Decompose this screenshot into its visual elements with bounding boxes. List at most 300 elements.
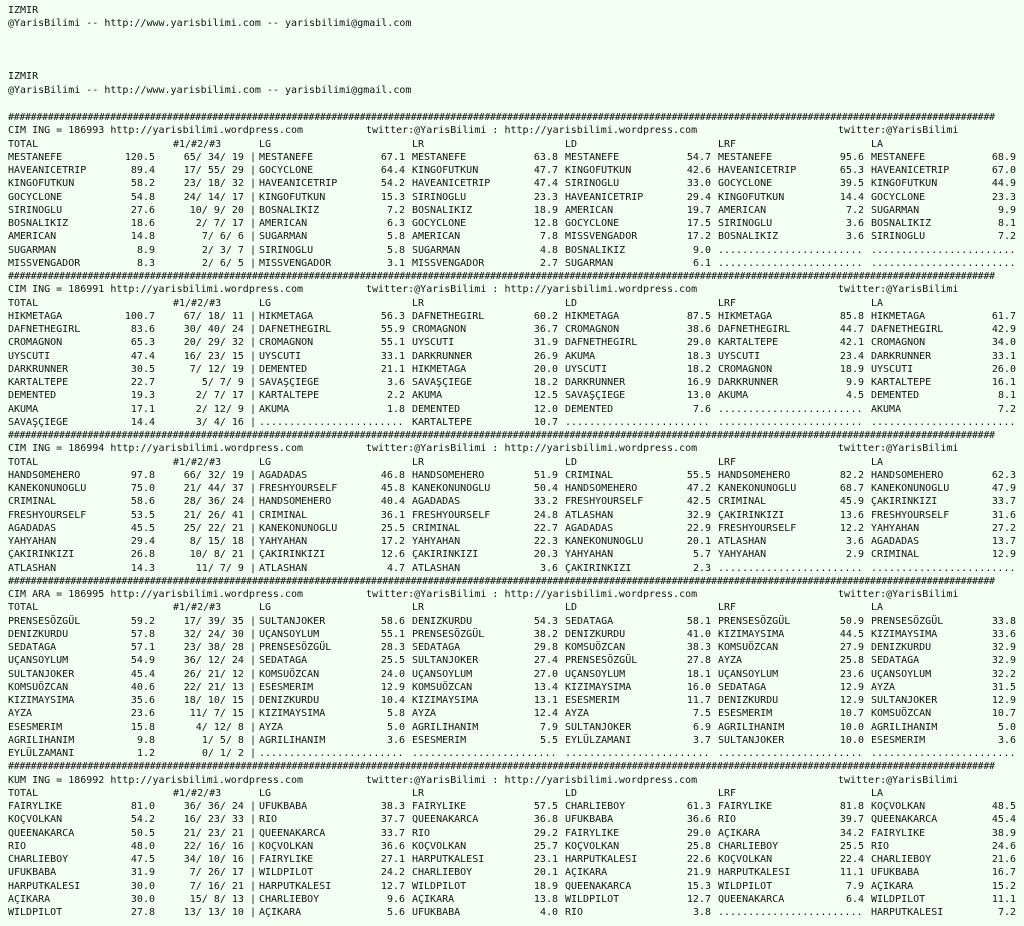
race-twitter: twitter:@YarisBilimi: [838, 284, 959, 296]
lg-horse: AMERICAN: [259, 218, 308, 229]
horse-name: HANDSOMEHERO: [8, 469, 81, 481]
horse-name: WILDPILOT: [8, 907, 63, 918]
lrf-score: 10.0: [839, 721, 864, 733]
lr-score: 54.3: [533, 615, 558, 627]
table-row: [0, 721, 1024, 734]
col-lr: LR: [412, 787, 425, 799]
rank-counts: 17/ 55/ 29 |: [183, 165, 256, 176]
lg-score: 24.2: [380, 867, 405, 879]
lg-horse: CRIMINAL: [259, 509, 308, 521]
la-horse: SIRINOGLU: [871, 231, 926, 243]
lrf-score: 85.8: [839, 310, 864, 322]
lr-horse: MISSVENGADOR: [412, 257, 485, 269]
race-twitter-link: twitter:@YarisBilimi : http://yarisbilimi.wordpress.com: [366, 774, 698, 786]
total-score: 59.2: [130, 615, 155, 627]
total-score: 57.8: [130, 628, 155, 640]
ld-score: 11.7: [686, 695, 711, 706]
ld-horse: SAVAŞÇIEGE: [565, 390, 626, 402]
total-score: 81.0: [130, 801, 155, 812]
lg-score: 5.0: [386, 721, 405, 733]
ld-score: 29.4: [686, 191, 711, 203]
lrf-score: 34.2: [839, 827, 864, 839]
separator-line: [0, 111, 1024, 124]
lr-score: 20.0: [533, 363, 558, 375]
hash-separator: ##############################################################################################################################################################################: [8, 575, 995, 587]
rank-counts: 2/ 12/ 9 |: [195, 403, 256, 415]
rank-counts: 2/ 7/ 17 |: [195, 390, 256, 402]
lr-score: 7.9: [539, 721, 558, 733]
rank-counts: 21/ 26/ 41 |: [183, 509, 256, 521]
hash-separator: ##############################################################################################################################################################################: [8, 271, 995, 282]
ld-horse: ÇAKIRINKIZI: [565, 562, 632, 574]
la-horse: QUEENAKARCA: [871, 814, 938, 826]
col-la: LA: [871, 138, 884, 150]
ld-horse: UÇANSOYLUM: [565, 668, 626, 680]
table-row: [0, 191, 1024, 204]
lg-score: 37.7: [380, 814, 405, 826]
ld-horse: MISSVENGADOR: [565, 231, 638, 243]
ld-horse: YAHYAHAN: [565, 549, 614, 561]
lr-horse: HIKMETAGA: [412, 363, 467, 375]
lg-score: 55.9: [380, 324, 405, 335]
lr-horse: SAVAŞÇIEGE: [412, 377, 473, 388]
table-row: [0, 840, 1024, 853]
rank-counts: 25/ 22/ 21 |: [183, 522, 256, 534]
lrf-horse: AGRILIHANIM: [718, 721, 785, 733]
ld-horse: KANEKONUNOGLU: [565, 536, 644, 547]
empty-placeholder-dots: [718, 747, 863, 760]
col-total: TOTAL: [8, 602, 39, 614]
total-score: 26.8: [130, 549, 155, 561]
lr-score: 12.5: [533, 390, 558, 402]
lrf-horse: CROMAGNON: [718, 363, 773, 375]
empty-placeholder-dots: [718, 244, 863, 257]
ld-horse: ESESMERIM: [565, 695, 620, 706]
la-score: 33.8: [991, 615, 1016, 627]
la-horse: HAVEANICETRIP: [871, 165, 950, 176]
lr-horse: GOCYCLONE: [412, 218, 467, 229]
rank-counts: 30/ 40/ 24 |: [183, 324, 256, 335]
lrf-score: 12.2: [839, 522, 864, 534]
lr-horse: FAIRYLIKE: [412, 801, 467, 812]
table-row: [0, 469, 1024, 482]
total-score: 50.5: [130, 827, 155, 839]
lrf-score: 6.4: [845, 893, 864, 905]
rank-counts: 23/ 18/ 32 |: [183, 178, 256, 190]
lg-score: 3.1: [386, 257, 405, 269]
total-score: 17.1: [130, 403, 155, 415]
col-lr: LR: [412, 456, 425, 468]
empty-placeholder-dots: [259, 747, 404, 760]
lg-score: 3.6: [386, 377, 405, 388]
rank-counts: 7/ 16/ 21 |: [189, 880, 256, 892]
ld-horse: DAFNETHEGIRL: [565, 337, 638, 349]
horse-name: CROMAGNON: [8, 337, 63, 349]
total-score: 30.0: [130, 880, 155, 892]
la-horse: RIO: [871, 840, 890, 852]
total-score: 65.3: [130, 337, 155, 349]
lrf-score: 25.8: [839, 655, 864, 667]
lg-horse: AYZA: [259, 721, 284, 733]
lr-horse: AYZA: [412, 708, 437, 720]
ld-score: 55.5: [686, 469, 711, 481]
table-row: [0, 707, 1024, 720]
ld-horse: FAIRYLIKE: [565, 827, 620, 839]
header-line: [0, 84, 1024, 97]
lg-horse: DEMENTED: [259, 363, 308, 375]
table-row: [0, 734, 1024, 747]
horse-name: FAIRYLIKE: [8, 801, 63, 812]
col-lrf: LRF: [718, 138, 737, 150]
la-horse: GOCYCLONE: [871, 191, 926, 203]
lrf-horse: CRIMINAL: [718, 496, 767, 508]
separator-line: [0, 575, 1024, 588]
horse-name: CRIMINAL: [8, 496, 57, 508]
horse-name: ESESMERIM: [8, 721, 63, 733]
horse-name: AKUMA: [8, 403, 39, 415]
column-header: [0, 297, 1024, 310]
lrf-score: 44.5: [839, 628, 864, 640]
la-horse: SUGARMAN: [871, 204, 920, 216]
lr-score: 38.2: [533, 628, 558, 640]
total-score: 47.5: [130, 854, 155, 865]
lrf-score: 81.8: [839, 801, 864, 812]
la-horse: SULTANJOKER: [871, 695, 938, 706]
lg-horse: FAIRYLIKE: [259, 854, 314, 865]
total-score: 8.3: [136, 257, 155, 269]
lg-score: 7.2: [386, 204, 405, 216]
lrf-horse: AÇIKARA: [718, 827, 761, 839]
empty-placeholder-dots: [718, 562, 863, 575]
rank-counts: 16/ 23/ 15 |: [183, 350, 256, 362]
table-row: [0, 363, 1024, 376]
rank-counts: 23/ 38/ 28 |: [183, 642, 256, 653]
col-ld: LD: [565, 456, 578, 468]
la-score: 33.1: [991, 350, 1016, 362]
lg-horse: KOÇVOLKAN: [259, 840, 314, 852]
la-horse: DENIZKURDU: [871, 642, 932, 653]
lr-score: 27.0: [533, 668, 558, 680]
lrf-horse: SEDATAGA: [718, 681, 767, 693]
lg-horse: MESTANEFE: [259, 151, 314, 163]
lr-horse: SULTANJOKER: [412, 655, 479, 667]
lg-horse: HARPUTKALESI: [259, 880, 332, 892]
table-row: [0, 641, 1024, 654]
ld-horse: GOCYCLONE: [565, 218, 620, 229]
lr-score: 18.2: [533, 377, 558, 388]
lg-horse: CHARLIEBOY: [259, 893, 320, 905]
empty-placeholder-dots: [871, 416, 1015, 429]
ld-horse: RIO: [565, 907, 584, 918]
ld-score: 3.8: [692, 907, 711, 918]
horse-name: BOSNALIKIZ: [8, 218, 69, 229]
rank-counts: 2/ 3/ 7 |: [201, 244, 256, 256]
ld-score: 22.9: [686, 522, 711, 534]
table-row: [0, 668, 1024, 681]
rank-counts: 22/ 21/ 13 |: [183, 681, 256, 693]
ld-score: 87.5: [686, 310, 711, 322]
ld-horse: AÇIKARA: [565, 867, 608, 879]
ld-horse: MESTANEFE: [565, 151, 620, 163]
lrf-score: 14.4: [839, 191, 864, 203]
table-row: [0, 389, 1024, 402]
lrf-horse: ESESMERIM: [718, 708, 773, 720]
col-lrf: LRF: [718, 602, 737, 614]
total-score: 22.7: [130, 377, 155, 388]
table-row: [0, 681, 1024, 694]
ld-horse: ATLASHAN: [565, 509, 614, 521]
lr-horse: ATLASHAN: [412, 562, 461, 574]
lrf-score: 10.7: [839, 708, 864, 720]
lrf-score: 11.1: [839, 867, 864, 879]
empty-placeholder-dots: [412, 747, 557, 760]
total-score: 18.6: [130, 218, 155, 229]
lr-horse: HAVEANICETRIP: [412, 178, 491, 190]
lg-horse: BOSNALIKIZ: [259, 204, 320, 216]
lrf-horse: MESTANEFE: [718, 151, 773, 163]
lg-score: 27.1: [380, 854, 405, 865]
lrf-score: 2.9: [845, 549, 864, 561]
race-twitter: twitter:@YarisBilimi: [838, 443, 959, 455]
empty-placeholder-dots: [871, 244, 1015, 257]
race-header: [0, 124, 1024, 137]
ld-score: 7.5: [692, 708, 711, 720]
lr-score: 4.0: [539, 907, 558, 918]
empty-placeholder-dots: [871, 747, 1015, 760]
lr-score: 57.5: [533, 801, 558, 812]
horse-name: AÇIKARA: [8, 893, 51, 905]
ld-horse: HARPUTKALESI: [565, 854, 638, 865]
lrf-horse: CHARLIEBOY: [718, 840, 779, 852]
lr-horse: SIRINOGLU: [412, 191, 467, 203]
lr-horse: MESTANEFE: [412, 151, 467, 163]
horse-name: FRESHYOURSELF: [8, 509, 87, 521]
rank-counts: 36/ 36/ 24 |: [183, 801, 256, 812]
col-ranks: #1/#2/#3: [173, 602, 222, 614]
horse-name: SIRINOGLU: [8, 204, 63, 216]
horse-name: UFUKBABA: [8, 867, 57, 879]
total-score: 23.6: [130, 708, 155, 720]
lr-horse: CHARLIEBOY: [412, 867, 473, 879]
lrf-score: 3.6: [845, 536, 864, 547]
table-row: [0, 376, 1024, 389]
lr-score: 13.8: [533, 893, 558, 905]
race-twitter-link: twitter:@YarisBilimi : http://yarisbilimi.wordpress.com: [366, 284, 698, 296]
ld-horse: KOÇVOLKAN: [565, 840, 620, 852]
lg-score: 33.1: [380, 350, 405, 362]
lrf-horse: AMERICAN: [718, 204, 767, 216]
ld-score: 27.8: [686, 655, 711, 667]
lrf-horse: DARKRUNNER: [718, 377, 779, 388]
total-score: 30.5: [130, 363, 155, 375]
lrf-horse: KOÇVOLKAN: [718, 854, 773, 865]
la-score: 16.1: [991, 377, 1016, 388]
la-score: 44.9: [991, 178, 1016, 190]
total-score: 40.6: [130, 681, 155, 693]
horse-name: AGRILIHANIM: [8, 734, 75, 746]
horse-name: SULTANJOKER: [8, 668, 75, 680]
la-score: 34.0: [991, 337, 1016, 349]
ld-horse: AMERICAN: [565, 204, 614, 216]
table-row: [0, 151, 1024, 164]
race-title: CIM ING = 186994 http://yarisbilimi.wordpress.com: [8, 443, 304, 455]
la-score: 12.9: [991, 695, 1016, 706]
la-score: 23.3: [991, 191, 1016, 203]
separator-line: [0, 429, 1024, 442]
ld-score: 3.7: [692, 734, 711, 746]
lg-score: 17.2: [380, 536, 405, 547]
lr-score: 18.9: [533, 204, 558, 216]
lr-horse: CROMAGNON: [412, 324, 467, 335]
lrf-score: 10.0: [839, 734, 864, 746]
col-lrf: LRF: [718, 787, 737, 799]
lrf-score: 22.4: [839, 854, 864, 865]
lr-score: 22.7: [533, 522, 558, 534]
ld-score: 33.0: [686, 178, 711, 190]
lr-horse: WILDPILOT: [412, 880, 467, 892]
horse-name: DARKRUNNER: [8, 363, 69, 375]
contact-line: @YarisBilimi -- http://www.yarisbilimi.com -- yarisbilimi@gmail.com: [8, 85, 412, 96]
la-score: 42.9: [991, 324, 1016, 335]
lg-horse: UÇANSOYLUM: [259, 628, 320, 640]
lr-score: 18.9: [533, 880, 558, 892]
lrf-horse: HARPUTKALESI: [718, 867, 791, 879]
lrf-horse: ÇAKIRINKIZI: [718, 509, 785, 521]
contact-line: @YarisBilimi -- http://www.yarisbilimi.com -- yarisbilimi@gmail.com: [8, 18, 412, 29]
ld-horse: WILDPILOT: [565, 893, 620, 905]
lrf-score: 45.9: [839, 496, 864, 508]
table-row: [0, 257, 1024, 270]
total-score: 30.0: [130, 893, 155, 905]
lg-horse: ESESMERIM: [259, 681, 314, 693]
lg-horse: DENIZKURDU: [259, 695, 320, 706]
la-score: 7.2: [997, 907, 1016, 918]
ld-score: 13.0: [686, 390, 711, 402]
lrf-horse: PRENSESÖZGÜL: [718, 615, 791, 627]
la-horse: DEMENTED: [871, 390, 920, 402]
lrf-horse: BOSNALIKIZ: [718, 231, 779, 243]
lr-horse: AGRILIHANIM: [412, 721, 479, 733]
lrf-horse: SULTANJOKER: [718, 734, 785, 746]
la-score: 32.9: [991, 642, 1016, 653]
la-horse: FAIRYLIKE: [871, 827, 926, 839]
ld-horse: CRIMINAL: [565, 469, 614, 481]
lg-horse: KINGOFUTKUN: [259, 191, 326, 203]
lg-horse: AGADADAS: [259, 469, 308, 481]
col-lrf: LRF: [718, 456, 737, 468]
lr-score: 13.1: [533, 695, 558, 706]
table-row: [0, 482, 1024, 495]
lr-score: 5.5: [539, 734, 558, 746]
horse-name: DENIZKURDU: [8, 628, 69, 640]
ld-score: 41.0: [686, 628, 711, 640]
table-row: [0, 548, 1024, 561]
rank-counts: 2/ 6/ 5 |: [201, 257, 256, 269]
lg-score: 12.9: [380, 681, 405, 693]
la-score: 67.0: [991, 165, 1016, 176]
la-horse: DAFNETHEGIRL: [871, 324, 944, 335]
lr-score: 36.8: [533, 814, 558, 826]
race-title: CIM ING = 186991 http://yarisbilimi.wordpress.com: [8, 284, 304, 296]
la-score: 8.1: [997, 390, 1016, 402]
horse-name: AMERICAN: [8, 231, 57, 243]
col-total: TOTAL: [8, 297, 39, 309]
lrf-score: 23.4: [839, 350, 864, 362]
lr-score: 24.8: [533, 509, 558, 521]
lg-horse: CROMAGNON: [259, 337, 314, 349]
la-horse: HANDSOMEHERO: [871, 469, 944, 481]
ld-score: 61.3: [686, 801, 711, 812]
lr-horse: AKUMA: [412, 390, 443, 402]
ld-horse: HIKMETAGA: [565, 310, 620, 322]
table-row: [0, 217, 1024, 230]
lg-score: 5.8: [386, 244, 405, 256]
ld-horse: DENIZKURDU: [565, 628, 626, 640]
ld-horse: UYSCUTI: [565, 363, 608, 375]
col-la: LA: [871, 297, 884, 309]
ld-horse: KIZIMAYSIMA: [565, 681, 632, 693]
la-horse: DARKRUNNER: [871, 350, 932, 362]
lrf-score: 7.9: [845, 880, 864, 892]
col-ld: LD: [565, 138, 578, 150]
lg-score: 24.0: [380, 668, 405, 680]
table-row: [0, 177, 1024, 190]
lr-horse: SUGARMAN: [412, 244, 461, 256]
la-horse: ESESMERIM: [871, 734, 926, 746]
table-row: [0, 522, 1024, 535]
table-row: [0, 893, 1024, 906]
la-score: 33.6: [991, 628, 1016, 640]
city-title: IZMIR: [8, 71, 39, 82]
ld-horse: QUEENAKARCA: [565, 880, 632, 892]
la-horse: CHARLIEBOY: [871, 854, 932, 865]
lr-score: 29.2: [533, 827, 558, 839]
lrf-score: 44.7: [839, 324, 864, 335]
lrf-score: 39.5: [839, 178, 864, 190]
ld-score: 18.1: [686, 668, 711, 680]
lr-score: 47.4: [533, 178, 558, 190]
horse-name: KANEKONUNOGLU: [8, 483, 87, 494]
ld-score: 29.0: [686, 827, 711, 839]
lrf-horse: YAHYAHAN: [718, 549, 767, 561]
rank-counts: 8/ 15/ 18 |: [189, 536, 256, 547]
col-total: TOTAL: [8, 138, 39, 150]
lrf-score: 95.6: [839, 151, 864, 163]
lrf-horse: DAFNETHEGIRL: [718, 324, 791, 335]
table-row: [0, 827, 1024, 840]
empty-placeholder-dots: [718, 257, 863, 270]
lg-score: 33.7: [380, 827, 405, 839]
lg-score: 40.4: [380, 496, 405, 508]
horse-name: UÇANSOYLUM: [8, 655, 69, 667]
rank-counts: 36/ 12/ 24 |: [183, 655, 256, 667]
table-row: [0, 204, 1024, 217]
la-score: 21.6: [991, 854, 1016, 865]
total-score: 27.8: [130, 907, 155, 918]
la-score: 61.7: [991, 310, 1016, 322]
table-row: [0, 615, 1024, 628]
lrf-score: 3.6: [845, 231, 864, 243]
header-line: [0, 4, 1024, 17]
total-score: 83.6: [130, 324, 155, 335]
race-twitter: twitter:@YarisBilimi: [838, 125, 959, 137]
table-row: [0, 813, 1024, 826]
table-row: [0, 350, 1024, 363]
lg-horse: GOCYCLONE: [259, 165, 314, 176]
lrf-score: 7.2: [845, 204, 864, 216]
rank-counts: 66/ 32/ 19 |: [183, 469, 256, 481]
la-horse: CROMAGNON: [871, 337, 926, 349]
